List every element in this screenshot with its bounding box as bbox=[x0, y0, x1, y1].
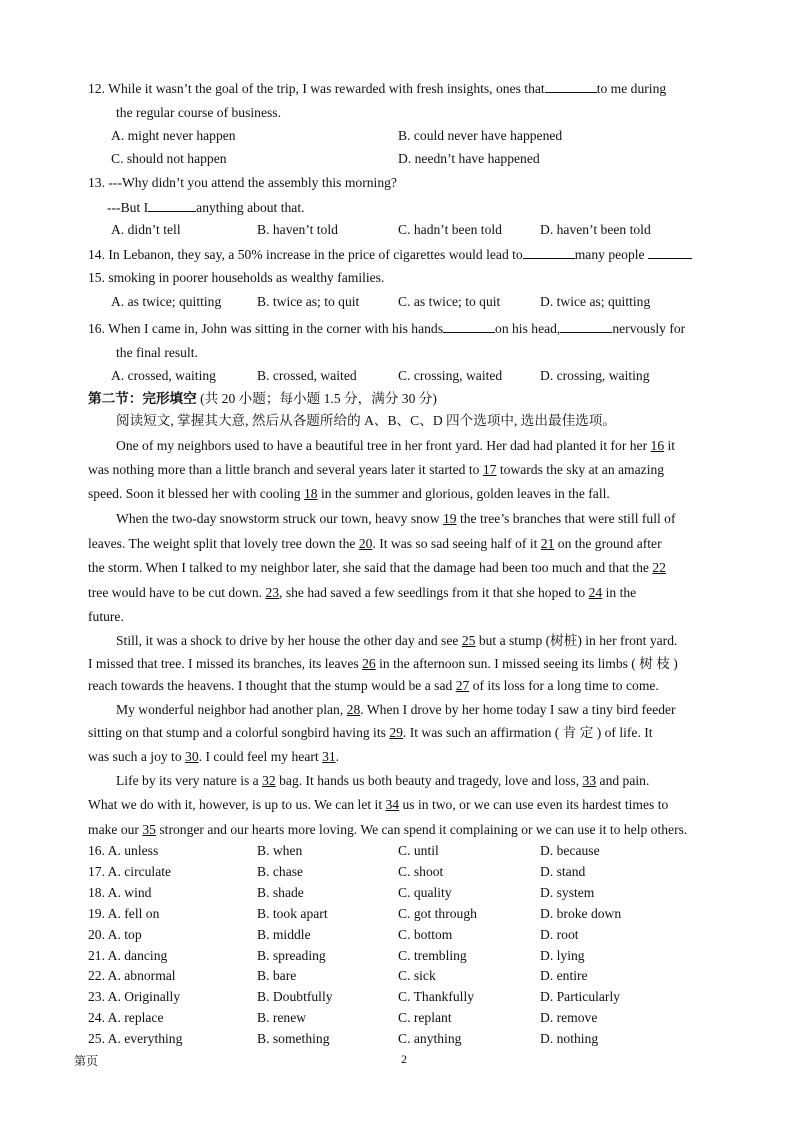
choice-16-a: 16. A. unless bbox=[88, 843, 159, 858]
choice-20-c: C. bottom bbox=[398, 927, 453, 942]
text: sitting on that stump and a colorful songbird having its bbox=[88, 725, 386, 740]
choice-24-a: 24. A. replace bbox=[88, 1010, 164, 1025]
text: and pain. bbox=[599, 773, 650, 788]
text: but a stump (树桩) in her front yard. bbox=[478, 633, 678, 648]
q12-option-d: D. needn’t have happened bbox=[398, 151, 540, 166]
choice-20-b: B. middle bbox=[257, 927, 311, 942]
q12-blank bbox=[545, 80, 597, 93]
blank-24: 24 bbox=[588, 585, 603, 600]
blank-27: 27 bbox=[455, 678, 470, 693]
q12-option-c: C. should not happen bbox=[111, 151, 227, 166]
text: . It was such an affirmation ( 肯 定 ) of life. It bbox=[402, 725, 653, 740]
choice-22-c: C. sick bbox=[398, 968, 436, 983]
text: us in two, or we can use even its hardest times to bbox=[402, 797, 669, 812]
choice-20-a: 20. A. top bbox=[88, 927, 142, 942]
choice-19-c: C. got through bbox=[398, 906, 477, 921]
q16-stem-c: nervously for bbox=[612, 321, 686, 336]
question-16 bbox=[88, 320, 685, 337]
choice-19-b: B. took apart bbox=[257, 906, 328, 921]
q14-stem-b: many people bbox=[574, 247, 645, 262]
choice-21-d: D. lying bbox=[540, 948, 585, 963]
blank-19: 19 bbox=[442, 511, 457, 526]
question-14 bbox=[88, 246, 692, 263]
choice-23-b: B. Doubtfully bbox=[257, 989, 333, 1004]
choice-22-d: D. entire bbox=[540, 968, 588, 983]
section-note: (共 20 小题；每小题 1.5 分，满分 30 分) bbox=[200, 391, 437, 406]
q13-option-d: D. haven’t been told bbox=[540, 222, 651, 237]
q12-option-a: A. might never happen bbox=[111, 128, 236, 143]
choice-24-d: D. remove bbox=[540, 1010, 598, 1025]
text: make our bbox=[88, 822, 139, 837]
q12-stem-line2: the regular course of business. bbox=[116, 105, 281, 120]
q14-option-c: C. as twice; to quit bbox=[398, 294, 501, 309]
q16-stem-b: on his head, bbox=[495, 321, 561, 336]
choice-19-a: 19. A. fell on bbox=[88, 906, 160, 921]
blank-33: 33 bbox=[582, 773, 597, 788]
text: One of my neighbors used to have a beautiful tree in her front yard. Her dad had planted it for her bbox=[116, 438, 648, 453]
passage-p5-line3 bbox=[88, 822, 687, 838]
q12-stem-a: 12. While it wasn’t the goal of the trip, I was rewarded with fresh insights, ones that bbox=[88, 81, 545, 96]
text: Still, it was a shock to drive by her house the other day and see bbox=[116, 633, 459, 648]
section-heading bbox=[88, 391, 437, 407]
blank-32: 32 bbox=[262, 773, 276, 788]
blank-30: 30 bbox=[185, 749, 199, 764]
q13-blank bbox=[148, 199, 196, 212]
choice-21-b: B. spreading bbox=[257, 948, 326, 963]
text: in the summer and glorious, golden leaves in the fall. bbox=[320, 486, 610, 501]
choice-17-c: C. shoot bbox=[398, 864, 444, 879]
question-12 bbox=[88, 80, 666, 97]
q16-blank-2 bbox=[560, 320, 612, 333]
passage-p3-line3 bbox=[88, 678, 659, 694]
blank-35: 35 bbox=[142, 822, 156, 837]
text: reach towards the heavens. I thought that the stump would be a sad bbox=[88, 678, 453, 693]
q16-option-d: D. crossing, waiting bbox=[540, 368, 650, 383]
passage-p1-line3 bbox=[88, 486, 610, 502]
choice-18-c: C. quality bbox=[398, 885, 452, 900]
section-title: 第二节：完形填空 bbox=[88, 391, 197, 406]
choice-22-a: 22. A. abnormal bbox=[88, 968, 176, 983]
passage-p2-line1 bbox=[116, 511, 676, 527]
passage-p1-line1 bbox=[116, 438, 675, 454]
text: leaves. The weight split that lovely tree down the bbox=[88, 536, 356, 551]
choice-18-d: D. system bbox=[540, 885, 595, 900]
q13-option-b: B. haven’t told bbox=[257, 222, 338, 237]
passage-p3-line1 bbox=[116, 633, 677, 649]
choice-24-b: B. renew bbox=[257, 1010, 307, 1025]
text: speed. Soon it blessed her with cooling bbox=[88, 486, 301, 501]
choice-23-c: C. Thankfully bbox=[398, 989, 475, 1004]
blank-23: 23 bbox=[265, 585, 280, 600]
blank-16: 16 bbox=[650, 438, 665, 453]
blank-34: 34 bbox=[385, 797, 400, 812]
text: , she had saved a few seedlings from it that she hoped to bbox=[279, 585, 586, 600]
text: in the afternoon sun. I missed seeing its limbs ( 树 枝 ) bbox=[379, 656, 678, 671]
blank-20: 20 bbox=[358, 536, 373, 551]
q14-option-b: B. twice as; to quit bbox=[257, 294, 360, 309]
choice-18-b: B. shade bbox=[257, 885, 304, 900]
q16-stem-a: 16. When I came in, John was sitting in the corner with his hands bbox=[88, 321, 444, 336]
choice-25-d: D. nothing bbox=[540, 1031, 599, 1046]
choice-25-a: 25. A. everything bbox=[88, 1031, 183, 1046]
q16-option-a: A. crossed, waiting bbox=[111, 368, 216, 383]
passage-p5-line2 bbox=[88, 797, 668, 813]
blank-17: 17 bbox=[482, 462, 497, 477]
text: the storm. When I talked to my neighbor later, she said that the damage had been too much and that the bbox=[88, 560, 649, 575]
choice-16-b: B. when bbox=[257, 843, 303, 858]
choice-17-d: D. stand bbox=[540, 864, 586, 879]
passage-p5-line1 bbox=[116, 773, 649, 789]
passage-p3-line2 bbox=[88, 656, 678, 672]
text: tree would have to be cut down. bbox=[88, 585, 263, 600]
choice-23-d: D. Particularly bbox=[540, 989, 621, 1004]
choice-17-b: B. chase bbox=[257, 864, 304, 879]
q16-blank-1 bbox=[443, 320, 495, 333]
text: it bbox=[667, 438, 676, 453]
blank-29: 29 bbox=[389, 725, 403, 740]
choice-25-b: B. something bbox=[257, 1031, 330, 1046]
blank-31: 31 bbox=[322, 749, 336, 764]
passage-p2-line5: future. bbox=[88, 609, 124, 624]
q12-stem-b: to me during bbox=[596, 81, 667, 96]
q16-option-b: B. crossed, waited bbox=[257, 368, 357, 383]
blank-22: 22 bbox=[652, 560, 666, 575]
choice-23-a: 23. A. Originally bbox=[88, 989, 181, 1004]
passage-p4-line1 bbox=[116, 702, 676, 718]
choice-19-d: D. broke down bbox=[540, 906, 622, 921]
q13-option-a: A. didn’t tell bbox=[111, 222, 181, 237]
text: in the bbox=[605, 585, 637, 600]
text: bag. It hands us both beauty and tragedy, love and loss, bbox=[279, 773, 580, 788]
choice-25-c: C. anything bbox=[398, 1031, 462, 1046]
text: of its loss for a long time to come. bbox=[472, 678, 659, 693]
text: . It was so sad seeing half of it bbox=[372, 536, 538, 551]
blank-18: 18 bbox=[303, 486, 318, 501]
passage-p2-line2 bbox=[88, 536, 662, 552]
page-number: 2 bbox=[401, 1052, 407, 1066]
q14-blank-1 bbox=[523, 246, 575, 259]
choice-16-d: D. because bbox=[540, 843, 600, 858]
text: When the two-day snowstorm struck our town, heavy snow bbox=[116, 511, 440, 526]
choice-17-a: 17. A. circulate bbox=[88, 864, 172, 879]
text: stronger and our hearts more loving. We can spend it complaining or we can use it to help others. bbox=[159, 822, 688, 837]
text: was nothing more than a little branch and several years later it started to bbox=[88, 462, 480, 477]
blank-26: 26 bbox=[362, 656, 376, 671]
q14-option-d: D. twice as; quitting bbox=[540, 294, 651, 309]
q13-stem-b: anything about that. bbox=[196, 200, 305, 215]
q14-option-a: A. as twice; quitting bbox=[111, 294, 222, 309]
q14-stem-a: 14. In Lebanon, they say, a 50% increase in the price of cigarettes would lead to bbox=[88, 247, 523, 262]
section-instruction: 阅读短文, 掌握其大意, 然后从各题所给的 A、B、C、D 四个选项中, 选出最佳选项。 bbox=[116, 413, 616, 428]
text: . I could feel my heart bbox=[198, 749, 319, 764]
q16-option-c: C. crossing, waited bbox=[398, 368, 503, 383]
text: My wonderful neighbor had another plan, bbox=[116, 702, 344, 717]
passage-p4-line3 bbox=[88, 749, 339, 765]
text: . bbox=[335, 749, 340, 764]
blank-28: 28 bbox=[346, 702, 361, 717]
text: on the ground after bbox=[557, 536, 662, 551]
choice-22-b: B. bare bbox=[257, 968, 297, 983]
text: What we do with it, however, is up to us. We can let it bbox=[88, 797, 383, 812]
q12-option-b: B. could never have happened bbox=[398, 128, 563, 143]
passage-p2-line4 bbox=[88, 585, 636, 601]
text: towards the sky at an amazing bbox=[499, 462, 665, 477]
text: was such a joy to bbox=[88, 749, 182, 764]
blank-25: 25 bbox=[461, 633, 476, 648]
footer-page-label: 第页 bbox=[74, 1054, 99, 1068]
choice-20-d: D. root bbox=[540, 927, 579, 942]
passage-p1-line2 bbox=[88, 462, 664, 478]
choice-18-a: 18. A. wind bbox=[88, 885, 152, 900]
text: I missed that tree. I missed its branches, its leaves bbox=[88, 656, 359, 671]
choice-24-c: C. replant bbox=[398, 1010, 452, 1025]
text: the tree’s branches that were still full of bbox=[459, 511, 676, 526]
choice-16-c: C. until bbox=[398, 843, 439, 858]
question-13-line2 bbox=[107, 199, 305, 216]
passage-p4-line2 bbox=[88, 725, 653, 741]
q13-stem-line1: 13. ---Why didn’t you attend the assembly this morning? bbox=[88, 175, 397, 190]
q13-option-c: C. hadn’t been told bbox=[398, 222, 502, 237]
passage-p2-line3 bbox=[88, 560, 666, 576]
q14-blank-2 bbox=[648, 246, 692, 259]
q14-stem-line2: 15. smoking in poorer households as wealthy families. bbox=[88, 270, 385, 285]
text: . When I drove by her home today I saw a tiny bird feeder bbox=[360, 702, 676, 717]
q16-stem-line2: the final result. bbox=[116, 345, 198, 360]
q13-stem-a: ---But I bbox=[107, 200, 149, 215]
text: Life by its very nature is a bbox=[116, 773, 259, 788]
choice-21-c: C. trembling bbox=[398, 948, 467, 963]
blank-21: 21 bbox=[540, 536, 555, 551]
choice-21-a: 21. A. dancing bbox=[88, 948, 168, 963]
